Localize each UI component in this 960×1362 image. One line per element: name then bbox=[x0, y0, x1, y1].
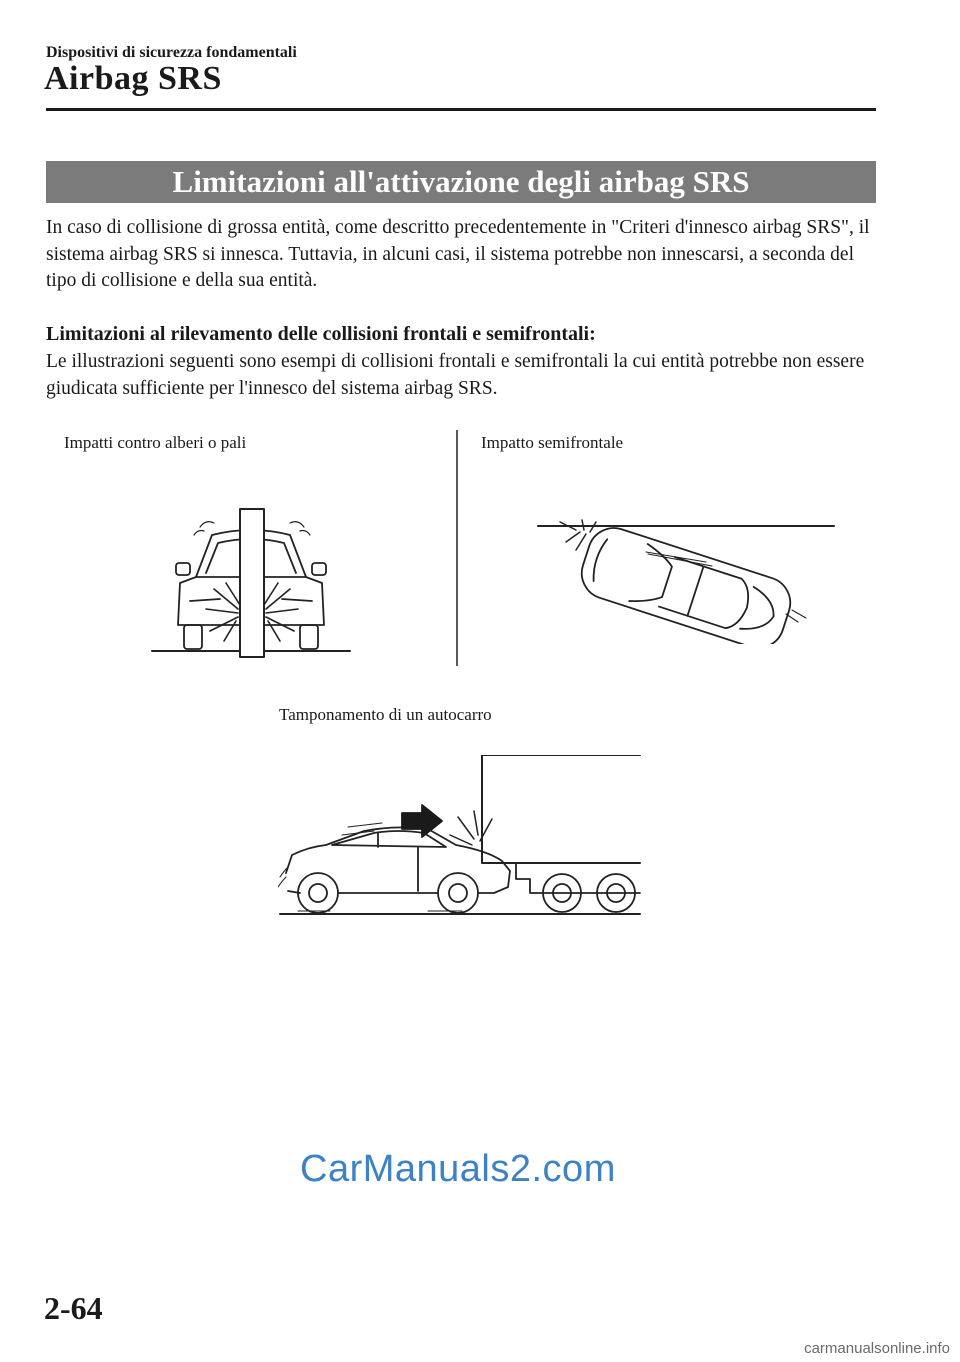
footer-site-link[interactable]: carmanualsonline.info bbox=[804, 1340, 950, 1357]
subsection-body: Le illustrazioni seguenti sono esempi di collisioni frontali e semifrontali la cui entità potrebbe non essere giudicata sufficiente per l'innesco del sistema airbag SRS. bbox=[46, 351, 865, 399]
subsection-heading: Limitazioni al rilevamento delle collisioni frontali e semifrontali: bbox=[46, 323, 596, 345]
illustration-truck-underride bbox=[278, 755, 644, 917]
caption-truck-underride: Tamponamento di un autocarro bbox=[279, 705, 492, 724]
watermark-logo: CarManuals2.com bbox=[300, 1148, 616, 1190]
page-title: Airbag SRS bbox=[44, 60, 222, 97]
page-number: 2-64 bbox=[44, 1290, 103, 1326]
illustration-pole-impact bbox=[150, 505, 352, 660]
illustration-offset-impact bbox=[536, 518, 838, 644]
running-header-section: Dispositivi di sicurezza fondamentali bbox=[46, 44, 297, 61]
intro-paragraph: In caso di collisione di grossa entità, come descritto precedentemente in "Criteri d'innesco airbag SRS", il sistema airbag SRS si innesca. Tuttavia, in alcuni casi, il sistema potrebbe non innescarsi, a seconda del tipo di collisione e della sua entità. bbox=[46, 217, 870, 291]
section-title: Limitazioni all'attivazione degli airbag SRS bbox=[46, 161, 876, 203]
title-divider bbox=[46, 108, 876, 111]
illustration-divider bbox=[455, 430, 459, 666]
caption-pole-impact: Impatti contro alberi o pali bbox=[64, 433, 247, 452]
caption-offset-impact: Impatto semifrontale bbox=[481, 433, 624, 452]
